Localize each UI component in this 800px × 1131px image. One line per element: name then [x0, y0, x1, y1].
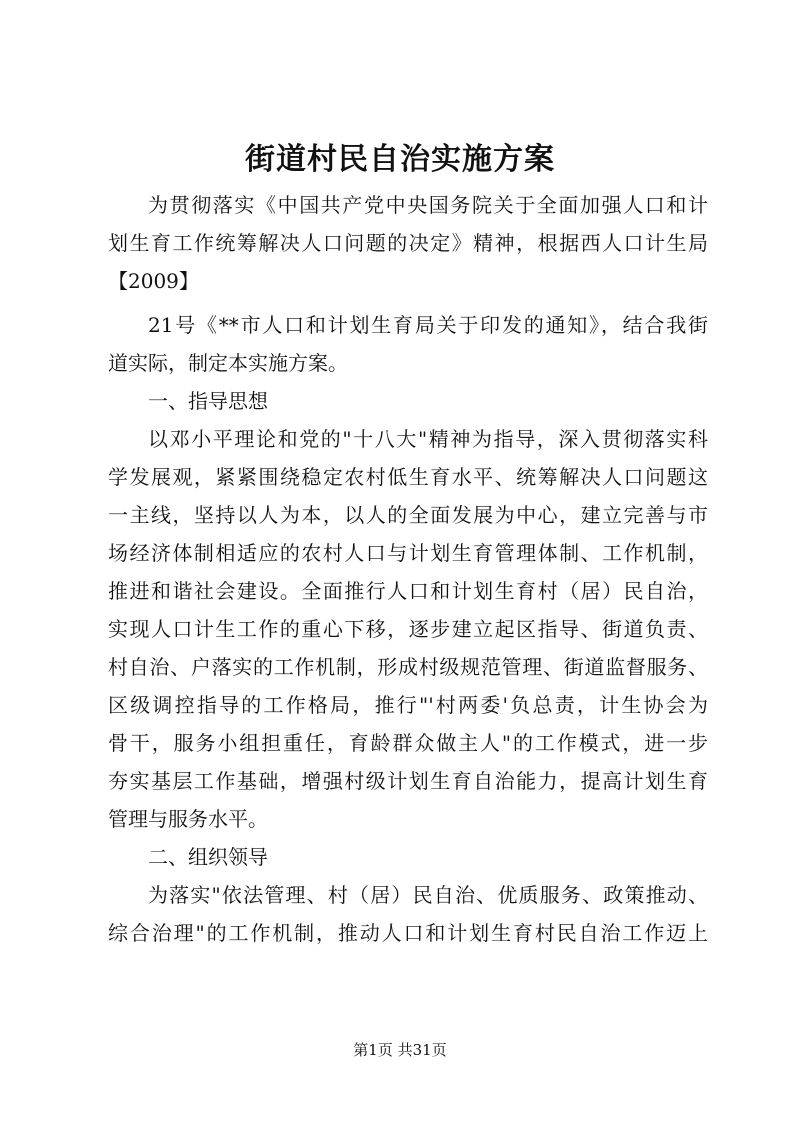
text-line: 【2009】 — [108, 269, 199, 293]
text-line: 学发展观，紧紧围绕稳定农村低生育水平、统筹解决人口问题这 — [108, 465, 708, 489]
text-line: 为贯彻落实《中国共产党中央国务院关于全面加强人口和计 — [148, 193, 708, 217]
text-line: 一主线，坚持以人为本，以人的全面发展为中心，建立完善与市 — [108, 503, 708, 527]
text-line: 夯实基层工作基础，增强村级计划生育自治能力，提高计划生育 — [108, 769, 708, 793]
text-line: 管理与服务水平。 — [108, 807, 268, 831]
text-line: 实现人口计生工作的重心下移，逐步建立起区指导、街道负责、 — [108, 617, 708, 641]
page-footer: 第1页 共31页 — [353, 1041, 447, 1059]
section-heading-organization — [108, 838, 708, 876]
text-line: 推进和谐社会建设。全面推行人口和计划生育村（居）民自治， — [108, 579, 708, 603]
text-line: 区级调控指导的工作格局，推行"'村两委'负总责，计生协会为 — [108, 693, 708, 717]
text-line: 道实际，制定本实施方案。 — [108, 351, 348, 375]
paragraph-reference — [108, 306, 708, 382]
text-line: 以邓小平理论和党的"十八大"精神为指导，深入贯彻落实科 — [148, 427, 708, 451]
section-heading-guiding-ideology — [108, 382, 708, 420]
paragraph-intro — [108, 186, 708, 300]
paragraph-organization — [108, 876, 708, 952]
text-line: 划生育工作统筹解决人口问题的决定》精神，根据西人口计生局 — [108, 231, 708, 255]
text-line: 村自治、户落实的工作机制，形成村级规范管理、街道监督服务、 — [108, 655, 708, 679]
text-line: 一、指导思想 — [148, 389, 268, 413]
text-line: 综合治理"的工作机制，推动人口和计划生育村民自治工作迈上 — [108, 921, 708, 945]
text-line: 为落实"依法管理、村（居）民自治、优质服务、政策推动、 — [148, 883, 708, 907]
document-title: 街道村民自治实施方案 — [245, 142, 555, 177]
text-line: 二、组织领导 — [148, 845, 268, 869]
text-line: 场经济体制相适应的农村人口与计划生育管理体制、工作机制， — [108, 541, 708, 565]
document-body — [108, 186, 708, 952]
text-line: 21号《**市人口和计划生育局关于印发的通知》，结合我街 — [148, 313, 708, 337]
text-line: 骨干，服务小组担重任，育龄群众做主人"的工作模式，进一步 — [108, 731, 708, 755]
paragraph-guiding-ideology — [108, 420, 708, 838]
